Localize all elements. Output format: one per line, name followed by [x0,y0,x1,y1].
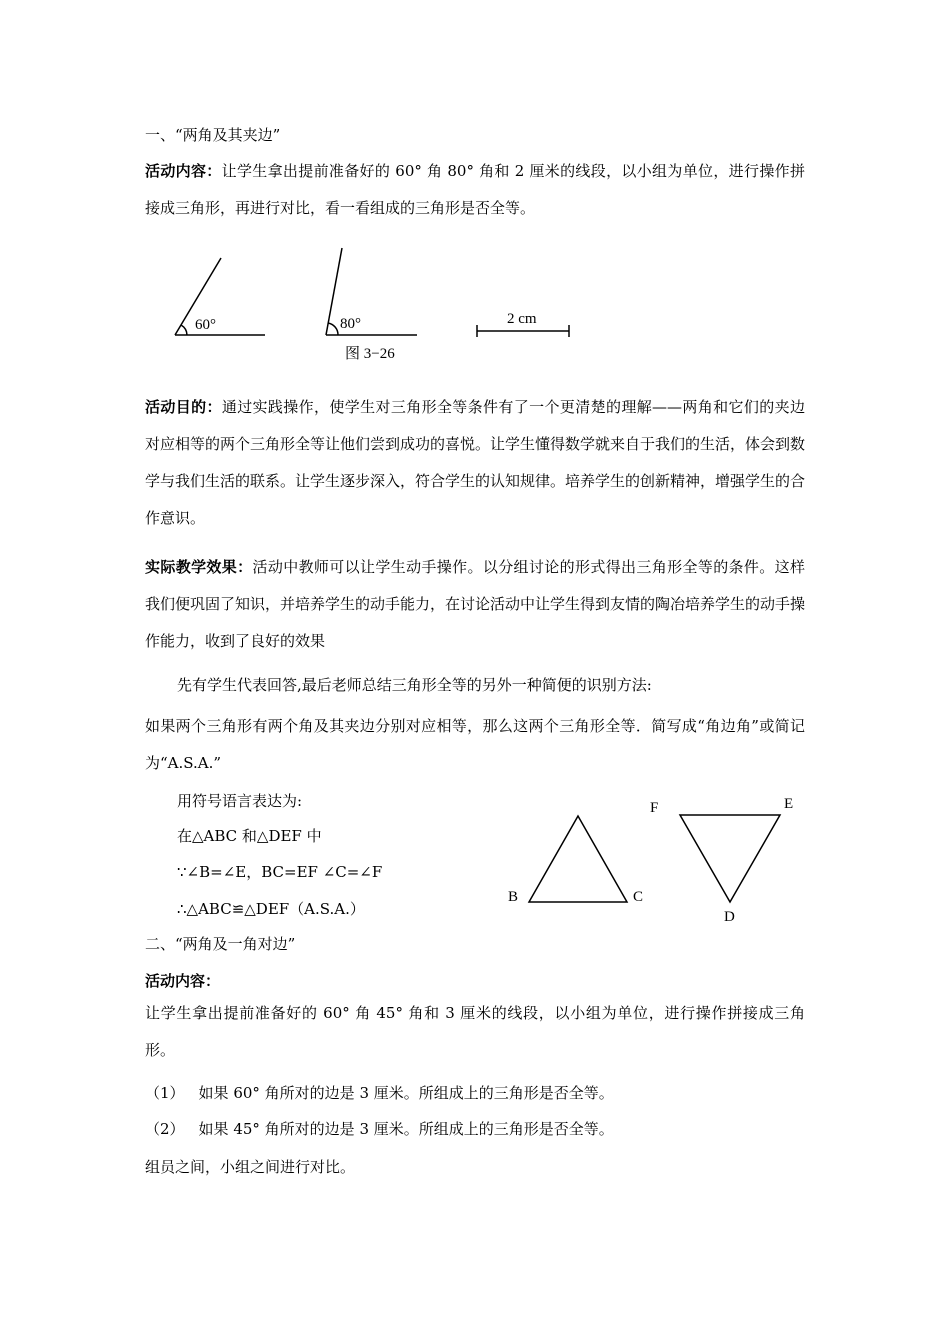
triangle-def [680,815,780,902]
vertex-c-label: C [633,889,644,905]
triangle-abc [529,816,627,902]
angle-60-label: 60° [195,317,216,333]
item-2 [145,1118,614,1139]
symbolic-intro: 用符号语言表达为: [177,792,303,810]
section1-heading: 一、“两角及其夹边” [145,126,281,144]
effect-label: 实际教学效果： [145,558,253,576]
vertex-d-label: D [724,909,735,925]
item-1-number: （1） [145,1084,185,1102]
section2-content-text: 让学生拿出提前准备好的 60° 角 45° 角和 3 厘米的线段，以小组为单位，进行操作拼接成三角形。 [145,1004,805,1059]
item-2-number: （2） [145,1120,185,1138]
symbolic-line-1: 在△ABC 和△DEF 中 [177,827,322,845]
item-1 [145,1082,614,1103]
segment-label: 2 cm [507,311,537,327]
item-1-text: 如果 60° 角所对的边是 3 厘米。所组成上的三角形是否全等。 [198,1084,614,1102]
symbolic-line-2: ∵∠B=∠E，BC=EF ∠C=∠F [177,863,383,881]
effect-text: 活动中教师可以让学生动手操作。以分组讨论的形式得出三角形全等的条件。这样我们便巩固了知识，并培养学生的动手能力，在讨论活动中让学生得到友情的陶冶培养学生的动手操作能力，收到了良好的效果 [145,558,806,650]
vertex-b-label: B [508,889,519,905]
purpose-text: 通过实践操作，使学生对三角形全等条件有了一个更清楚的理解——两角和它们的夹边对应相等的两个三角形全等让他们尝到成功的喜悦。让学生懂得数学就来自于我们的生活，体会到数学与我们生活的联系。让学生逐步深入，符合学生的认知规律。培养学生的创新精神，增强学生的合作意识。 [145,398,806,527]
figure-caption: 图 3−26 [345,346,395,362]
vertex-e-label: E [784,796,794,812]
summary-rule: 如果两个三角形有两个角及其夹边分别对应相等，那么这两个三角形全等．简写成“角边角”或简记为“A.S.A.” [145,717,805,772]
angle-80-label: 80° [340,316,361,332]
symbolic-line-3: ∴△ABC≌△DEF（A.S.A.） [177,900,365,918]
purpose-label: 活动目的： [145,398,222,416]
content-text: 让学生拿出提前准备好的 60° 角 80° 角和 2 厘米的线段，以小组为单位，进行操作拼接成三角形，再进行对比，看一看组成的三角形是否全等。 [145,162,805,217]
summary-intro: 先有学生代表回答,最后老师总结三角形全等的另外一种简便的识别方法: [177,676,652,694]
section2-heading: 二、“两角及一角对边” [145,935,296,953]
item-2-text: 如果 45° 角所对的边是 3 厘米。所组成上的三角形是否全等。 [198,1120,614,1138]
section2-content-label: 活动内容： [145,972,221,990]
section2-closing: 组员之间，小组之间进行对比。 [145,1158,356,1176]
content-label: 活动内容： [145,162,222,180]
vertex-f-label: F [650,800,659,816]
